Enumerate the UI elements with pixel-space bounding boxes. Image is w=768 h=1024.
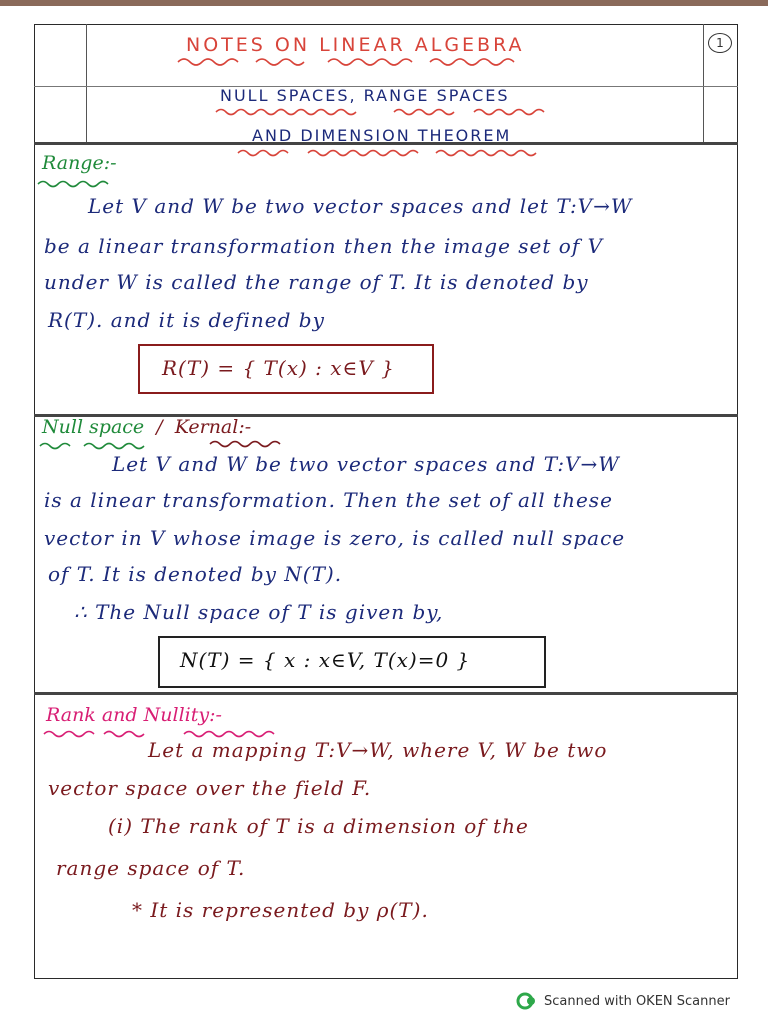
rank-nullity-heading: Rank and Nullity:- (46, 704, 222, 726)
subtitle-line-1: NULL SPACES, RANGE SPACES (220, 86, 510, 105)
oken-scanner-logo-icon (516, 992, 538, 1010)
kernal-heading-text: Kernal:- (174, 416, 252, 438)
scanner-watermark (516, 990, 730, 1012)
range-line-1: Let V and W be two vector spaces and let T:V→W (88, 194, 633, 218)
range-line-3: under W is called the range of T. It is denoted by (44, 270, 589, 294)
margin-line-left (86, 24, 87, 142)
null-space-formula: N(T) = { x : x∈V, T(x)=0 } (180, 648, 471, 672)
section-divider (34, 692, 738, 695)
range-heading-underline (38, 178, 118, 190)
range-heading: Range:- (42, 152, 117, 174)
scan-top-edge (0, 0, 768, 6)
margin-line-right (703, 24, 704, 142)
rank-nullity-line-5: * It is represented by ρ(T). (132, 898, 429, 922)
subtitle-line-2: AND DIMENSION THEOREM (252, 126, 512, 145)
null-space-heading-text: Null space (42, 416, 145, 438)
page-number: 1 (708, 33, 732, 53)
subtitle-underline-1 (216, 106, 556, 118)
title-underline (178, 56, 538, 68)
rank-nullity-line-2: vector space over the field F. (48, 776, 372, 800)
null-space-line-1: Let V and W be two vector spaces and T:V→W (112, 452, 620, 476)
null-space-heading-underline (40, 440, 320, 452)
rank-nullity-line-1: Let a mapping T:V→W, where V, W be two (148, 738, 608, 762)
null-space-line-2: is a linear transformation. Then the set of all these (44, 488, 613, 512)
null-space-line-3: vector in V whose image is zero, is called null space (44, 526, 626, 550)
range-line-2: be a linear transformation then the image set of V (44, 234, 604, 258)
null-space-heading (42, 416, 251, 438)
range-line-4: R(T). and it is defined by (48, 308, 325, 332)
subtitle-underline-2 (238, 147, 548, 159)
range-formula: R(T) = { T(x) : x∈V } (162, 356, 395, 380)
heading-separator: / (156, 416, 163, 438)
rank-nullity-line-3: (i) The rank of T is a dimension of the (108, 814, 529, 838)
null-space-given-line: ∴ The Null space of T is given by, (74, 600, 444, 624)
rank-nullity-line-4: range space of T. (56, 856, 246, 880)
page-title: NOTES ON LINEAR ALGEBRA (186, 34, 525, 56)
scanner-watermark-label: Scanned with OKEN Scanner (544, 993, 730, 1009)
null-space-line-4: of T. It is denoted by N(T). (48, 562, 343, 586)
